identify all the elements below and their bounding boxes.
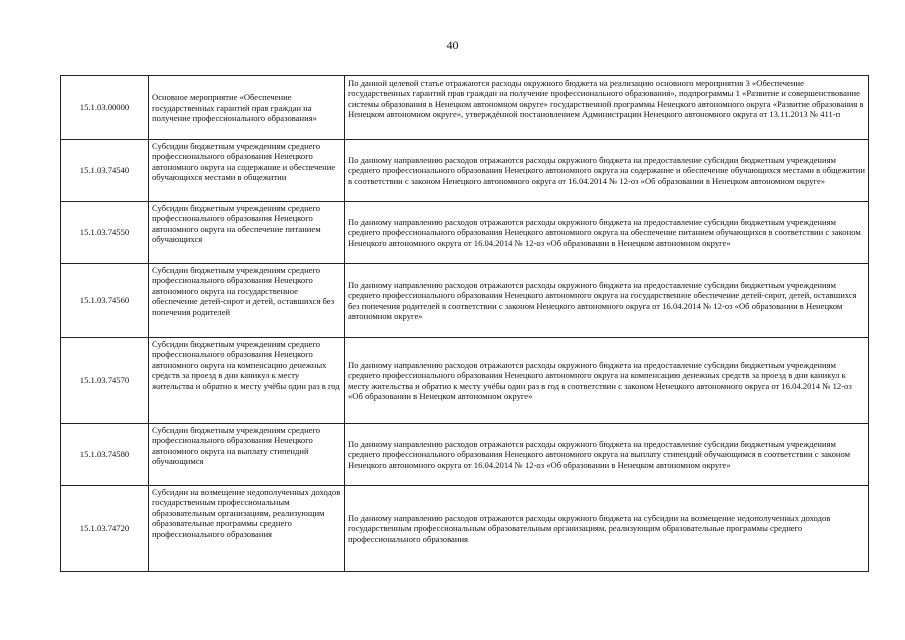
row-code-cell: 15.1.03.74580 [61, 424, 149, 486]
page-number: 40 [446, 38, 459, 52]
row-name-cell: Субсидии бюджетным учреждениям среднего профессионального образования Ненецкого автономного округа на государственное обеспечение детей-сирот и детей, оставшихся без попечения родителей [149, 264, 345, 338]
table-row [61, 264, 869, 338]
row-description-cell: По данному направлению расходов отражаются расходы окружного бюджета на предоставление субсидии бюджетным учреждениям среднего профессионального образования Ненецкого автономного округа на компенсацию денежных средств за проезд в дни каникул к месту жительства и обратно к месту учёбы один раз в год в соответствии с законом Ненецкого автономного округа от 16.04.2014 № 12-оз «Об образовании в Ненецком автономном округе» [345, 338, 869, 424]
row-description-cell: По данному направлению расходов отражаются расходы окружного бюджета на предоставление субсидии бюджетным учреждениям среднего профессионального образования Ненецкого автономного округа на обеспечение питанием обучающихся в соответствии с законом Ненецкого автономного округа от 16.04.2014 № 12-оз «Об образовании в Ненецком автономном округе» [345, 202, 869, 264]
row-name-cell: Основное мероприятие «Обеспечение государственных гарантий прав граждан на получение профессионального образования» [149, 76, 345, 140]
table-row [61, 202, 869, 264]
budget-classification-table [60, 75, 869, 572]
row-description-cell: По данному направлению расходов отражаются расходы окружного бюджета на предоставление субсидии бюджетным учреждениям среднего профессионального образования Ненецкого автономного округа на государственное обеспечение детей-сирот, детей, оставшихся без попечения родителей в соответствии с законом Ненецкого автономного округа от 16.04.2014 № 12-оз «Об образовании в Ненецком автономном округе» [345, 264, 869, 338]
row-description-cell: По данному направлению расходов отражаются расходы окружного бюджета на субсидии на возмещение недополученных доходов государственным профессиональным образовательным организациям, реализующим образовательные программы среднего профессионального образования [345, 486, 869, 572]
row-description-cell: По данной целевой статье отражаются расходы окружного бюджета на реализацию основного мероприятия 3 «Обеспечение государственных гарантий прав граждан на получение профессионального образования», подпрограммы 1 «Развитие и совершенствование системы образования в Ненецком автономном округе» государственной программы Ненецкого автономного округа «Развитие образования в Ненецком автономном округе», утверждённой постановлением Администрации Ненецкого автономного округа от 13.11.2013 № 411-п [345, 76, 869, 140]
row-name-cell: Субсидии бюджетным учреждениям среднего профессионального образования Ненецкого автономного округа на содержание и обеспечение обучающихся местами в общежитии [149, 140, 345, 202]
row-description-cell: По данному направлению расходов отражаются расходы окружного бюджета на предоставление субсидии бюджетным учреждениям среднего профессионального образования Ненецкого автономного округа на выплату стипендий обучающимся в соответствии с законом Ненецкого автономного округа от 16.04.2014 № 12-оз «Об образовании в Ненецком автономном округе» [345, 424, 869, 486]
row-name-cell: Субсидии бюджетным учреждениям среднего профессионального образования Ненецкого автономного округа на компенсацию денежных средств за проезд в дни каникул к месту жительства и обратно к месту учёбы один раз в год [149, 338, 345, 424]
row-code-cell: 15.1.03.00000 [61, 76, 149, 140]
row-name-cell: Субсидии на возмещение недополученных доходов государственным профессиональным образовательным организациям, реализующим образовательные программы среднего профессионального образования [149, 486, 345, 572]
row-description-cell: По данному направлению расходов отражаются расходы окружного бюджета на предоставление субсидии бюджетным учреждениям среднего профессионального образования Ненецкого автономного округа на содержание и обеспечение обучающихся местами в общежитии в соответствии с законом Ненецкого автономного округа от 16.04.2014 № 12-оз «Об образовании в Ненецком автономном округе» [345, 140, 869, 202]
row-name-cell: Субсидии бюджетным учреждениям среднего профессионального образования Ненецкого автономного округа на выплату стипендий обучающимся [149, 424, 345, 486]
row-code-cell: 15.1.03.74720 [61, 486, 149, 572]
table-row [61, 338, 869, 424]
row-name-cell: Субсидии бюджетным учреждениям среднего профессионального образования Ненецкого автономного округа на обеспечение питанием обучающихся [149, 202, 345, 264]
table-row [61, 140, 869, 202]
table-row [61, 76, 869, 140]
row-code-cell: 15.1.03.74540 [61, 140, 149, 202]
row-code-cell: 15.1.03.74550 [61, 202, 149, 264]
row-code-cell: 15.1.03.74560 [61, 264, 149, 338]
table-row [61, 424, 869, 486]
table-row [61, 486, 869, 572]
row-code-cell: 15.1.03.74570 [61, 338, 149, 424]
